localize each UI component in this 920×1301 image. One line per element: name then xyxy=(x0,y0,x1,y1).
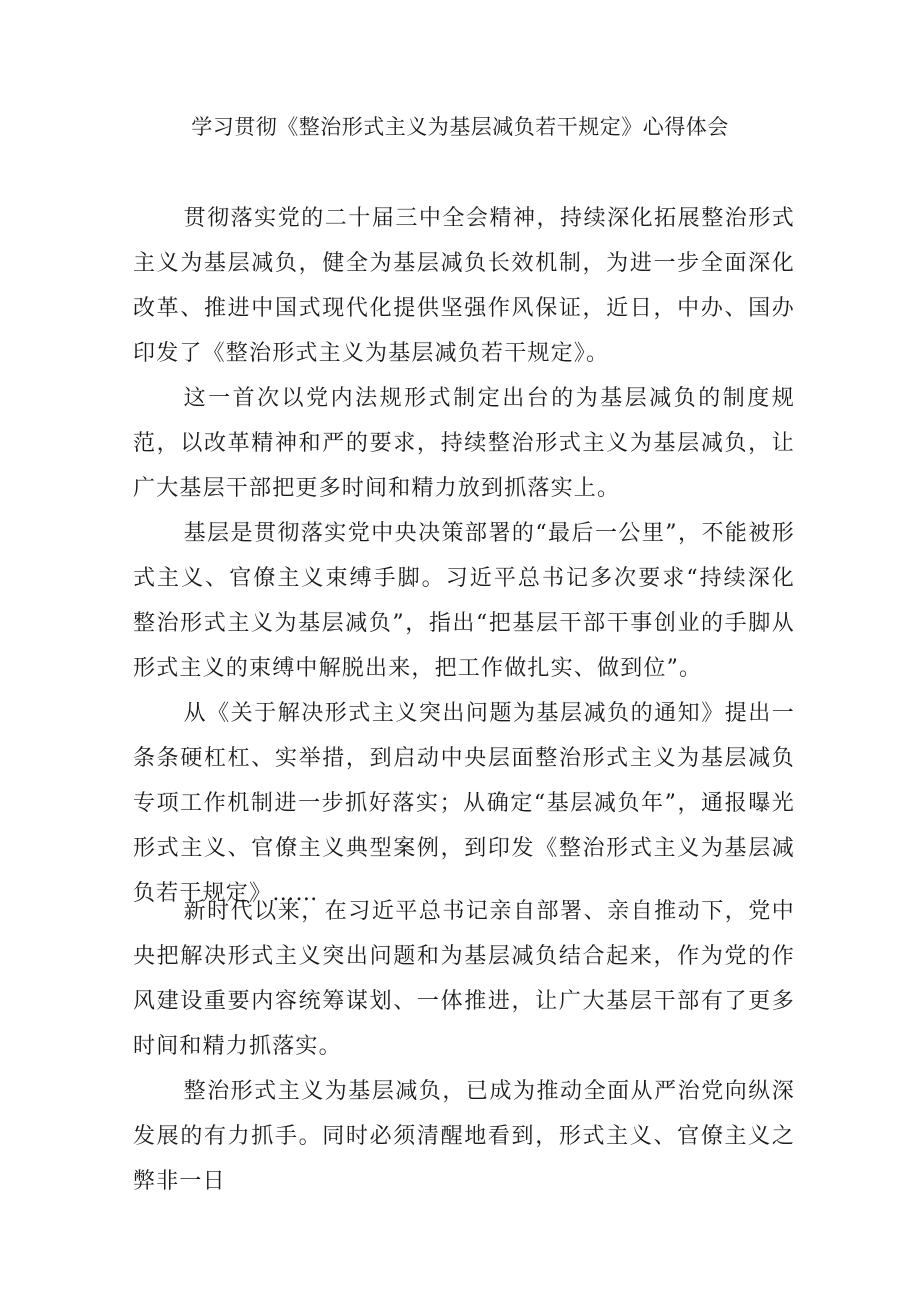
paragraph-6: 整治形式主义为基层减负，已成为推动全面从严治党向纵深发展的有力抓手。同时必须清醒地看到，形式主义、官僚主义之弊非一日 xyxy=(133,1079,795,1194)
paragraph-2: 这一首次以党内法规形式制定出台的为基层减负的制度规范，以改革精神和严的要求，持续整治形式主义为基层减负，让广大基层干部把更多时间和精力放到抓落实上。 xyxy=(133,386,795,501)
document-body-section-2 xyxy=(133,889,795,1204)
document-body-section-1 xyxy=(133,196,795,916)
document-title: 学习贯彻《整治形式主义为基层减负若干规定》心得体会 xyxy=(191,115,729,139)
paragraph-4: 从《关于解决形式主义突出问题为基层减负的通知》提出一条条硬杠杠、实举措，到启动中央层面整治形式主义为基层减负专项工作机制进一步抓好落实；从确定“基层减负年”，通报曝光形式主义、官僚主义典型案例，到印发《整治形式主义为基层减负若干规定》…… xyxy=(133,701,795,906)
paragraph-1: 贯彻落实党的二十届三中全会精神，持续深化拓展整治形式主义为基层减负，健全为基层减负长效机制，为进一步全面深化改革、推进中国式现代化提供坚强作风保证，近日，中办、国办印发了《整治形式主义为基层减负若干规定》。 xyxy=(133,206,795,366)
paragraph-3: 基层是贯彻落实党中央决策部署的“最后一公里”，不能被形式主义、官僚主义束缚手脚。习近平总书记多次要求“持续深化整治形式主义为基层减负”，指出“把基层干部干事创业的手脚从形式主义的束缚中解脱出来，把工作做扎实、做到位”。 xyxy=(133,521,795,681)
paragraph-5: 新时代以来，在习近平总书记亲自部署、亲自推动下，党中央把解决形式主义突出问题和为基层减负结合起来，作为党的作风建设重要内容统筹谋划、一体推进，让广大基层干部有了更多时间和精力抓落实。 xyxy=(133,899,795,1059)
